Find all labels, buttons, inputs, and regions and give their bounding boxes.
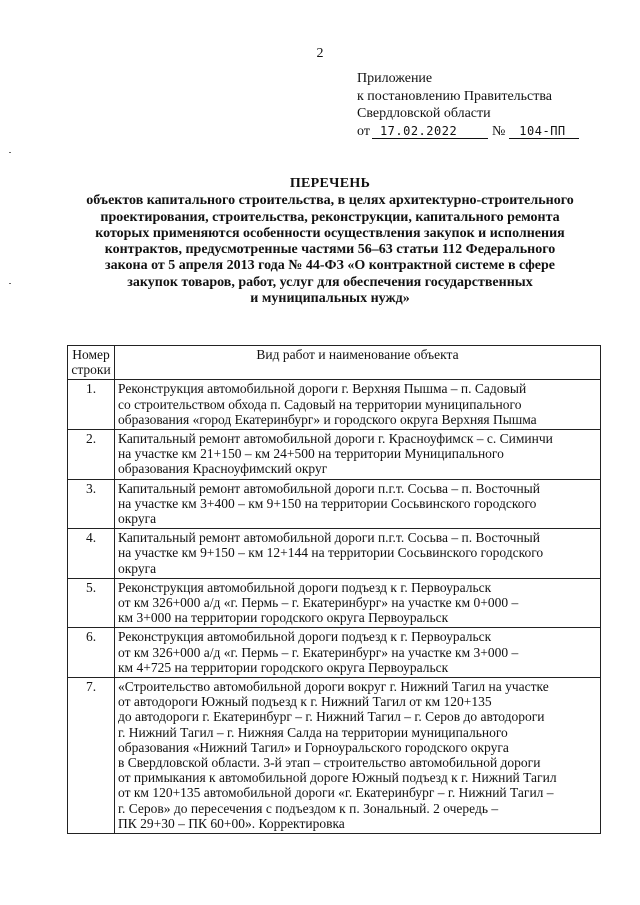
row-number: 2. [68,430,115,480]
scan-speck [9,283,11,284]
appendix-date-line [357,123,579,141]
row-description [115,578,601,628]
header-description: Вид работ и наименование объекта [115,346,601,380]
row-description-line: в Свердловской области. 3-й этап – строительство автомобильной дороги [118,755,541,771]
page-number: 2 [316,46,324,61]
number-sign: № [491,123,506,139]
row-description-line: Капитальный ремонт автомобильной дороги г. Красноуфимск – с. Симинчи [118,431,553,447]
row-description-line: до автодороги г. Екатеринбург – г. Нижний Тагил – г. Серов до автодороги [118,709,545,725]
row-description-line: от км 326+000 а/д «г. Пермь – г. Екатеринбург» на участке км 3+000 – [118,644,519,660]
title-line: проектирования, строительства, реконструкции, капитального ремонта [100,209,560,225]
title-line: закона от 5 апреля 2013 года № 44-ФЗ «О контрактной системе в сфере [105,258,555,274]
row-description-line: округа [118,560,157,576]
title-heading: ПЕРЕЧЕНЬ [289,176,371,191]
row-description-line: на участке км 3+400 – км 9+150 на территории Сосьвинского городского [118,495,537,511]
resolution-date: 17.02.2022 [372,124,488,139]
scan-speck [9,152,11,153]
row-description-line: на участке км 9+150 – км 12+144 на территории Сосьвинского городского [118,545,544,561]
row-description [115,430,601,480]
resolution-number: 104-ПП [509,124,579,139]
appendix-line-2: к постановлению Правительства [357,88,553,104]
table-row [68,430,601,480]
header-number-line-1: Номер [72,347,110,362]
row-description-line: Реконструкция автомобильной дороги подъезд к г. Первоуральск [118,579,492,595]
header-number-line-2: строки [71,362,111,378]
row-description-line: Капитальный ремонт автомобильной дороги п.г.т. Сосьва – п. Восточный [118,480,540,496]
row-description-line: км 4+725 на территории городского округа Первоуральск [118,659,449,675]
row-number: 6. [68,628,115,678]
row-description-line: Реконструкция автомобильной дороги г. Верхняя Пышма – п. Садовый [118,381,527,397]
row-description-line: от автодороги Южный подъезд к г. Нижний Тагил от км 120+135 [118,694,492,710]
header-number [68,346,115,380]
row-description-line: от км 120+135 автомобильной дороги «г. Екатеринбург – г. Нижний Тагил – [118,785,554,801]
row-number: 5. [68,578,115,628]
appendix-block [357,70,579,140]
row-description-line: от км 326+000 а/д «г. Пермь – г. Екатеринбург» на участке км 0+000 – [118,595,519,611]
row-description-line: км 3+000 на территории городского округа Первоуральск [118,610,449,626]
appendix-line-1: Приложение [357,71,433,86]
table-row [68,380,601,430]
row-number: 1. [68,380,115,430]
row-number: 7. [68,678,115,834]
row-description [115,380,601,430]
table-row [68,628,601,678]
title-line: которых применяются особенности осуществления закупок и исполнения [95,225,565,241]
objects-table [67,345,601,834]
row-description [115,479,601,529]
table-row [68,479,601,529]
table-row [68,678,601,834]
table-row [68,529,601,579]
row-description-line: «Строительство автомобильной дороги вокруг г. Нижний Тагил на участке [118,679,549,695]
row-description-line: г. Нижний Тагил – г. Нижняя Салда на территории муниципального [118,724,508,740]
row-description-line: образования «Нижний Тагил» и Горноуральского городского округа [118,739,509,755]
row-description-line: образования «город Екатеринбург» и городского округа Верхняя Пышма [118,411,537,427]
row-description [115,628,601,678]
table-body [68,380,601,834]
appendix-line-3: Свердловской области [357,106,491,121]
row-description [115,529,601,579]
title-line: и муниципальных нужд» [250,291,410,307]
row-description-line: на участке км 21+150 – км 24+500 на территории Муниципального [118,446,504,462]
row-description-line: от примыкания к автомобильной дороге Южный подъезд к г. Нижний Тагил [118,770,557,786]
row-description-line: округа [118,511,157,527]
table-header-row [68,346,601,380]
document-title [40,176,620,307]
date-prefix: от [357,123,370,139]
title-line: контрактов, предусмотренные частями 56–63 статьи 112 Федерального [104,242,556,258]
row-description-line: г. Серов» до пересечения с подъездом к п. Зональный. 2 очередь – [118,800,499,816]
row-description-line: со строительством обхода п. Садовый на территории муниципального [118,396,522,412]
row-description-line: ПК 29+30 – ПК 60+00». Корректировка [118,815,345,831]
row-description [115,678,601,834]
row-description-line: образования Красноуфимский округ [118,461,328,477]
title-line: объектов капитального строительства, в целях архитектурно-строительного [86,193,574,209]
row-number: 4. [68,529,115,579]
table-row [68,578,601,628]
row-number: 3. [68,479,115,529]
row-description-line: Капитальный ремонт автомобильной дороги п.г.т. Сосьва – п. Восточный [118,530,540,546]
title-line: закупок товаров, работ, услуг для обеспечения государственных [127,274,533,290]
row-description-line: Реконструкция автомобильной дороги подъезд к г. Первоуральск [118,629,492,645]
